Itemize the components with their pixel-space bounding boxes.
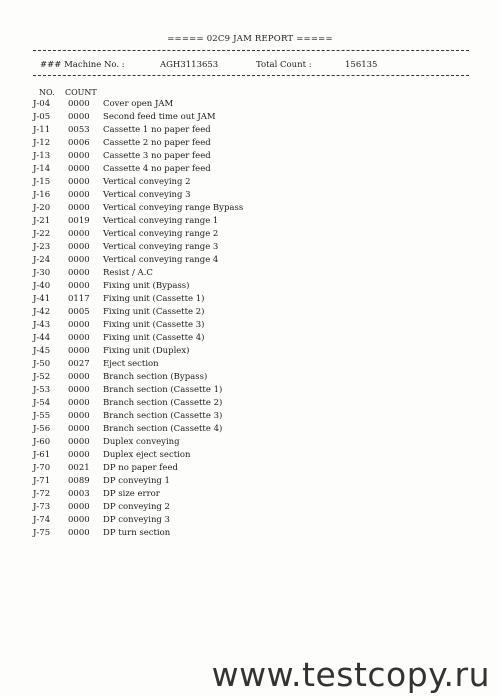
jam-count: 0005 <box>68 307 90 317</box>
table-row <box>33 293 453 306</box>
jam-description: Branch section (Bypass) <box>103 372 208 382</box>
table-row <box>33 202 453 215</box>
jam-code: J-05 <box>33 112 51 122</box>
jam-code: J-30 <box>33 268 51 278</box>
jam-description: Fixing unit (Cassette 1) <box>103 294 205 304</box>
jam-code: J-54 <box>33 398 51 408</box>
jam-code: J-23 <box>33 242 51 252</box>
table-row <box>33 241 453 254</box>
jam-count: 0000 <box>68 164 90 174</box>
jam-code: J-75 <box>33 528 51 538</box>
jam-description: DP turn section <box>103 528 171 538</box>
jam-description: Cassette 2 no paper feed <box>103 138 211 148</box>
jam-code: J-11 <box>33 125 51 135</box>
table-row <box>33 163 453 176</box>
jam-description: Fixing unit (Cassette 4) <box>103 333 205 343</box>
jam-description: DP conveying 1 <box>103 476 170 486</box>
jam-count: 0000 <box>68 190 90 200</box>
table-row <box>33 397 453 410</box>
jam-code: J-42 <box>33 307 51 317</box>
table-row <box>33 436 453 449</box>
jam-code: J-12 <box>33 138 51 148</box>
jam-description: Branch section (Cassette 1) <box>103 385 223 395</box>
jam-description: DP no paper feed <box>103 463 178 473</box>
jam-description: Vertical conveying range 2 <box>103 229 219 239</box>
jam-description: Branch section (Cassette 4) <box>103 424 223 434</box>
jam-code: J-45 <box>33 346 51 356</box>
jam-code: J-40 <box>33 281 51 291</box>
jam-description: Cassette 3 no paper feed <box>103 151 211 161</box>
table-row <box>33 371 453 384</box>
table-row <box>33 462 453 475</box>
jam-description: Cassette 1 no paper feed <box>103 125 211 135</box>
table-row <box>33 488 453 501</box>
jam-description: Vertical conveying range 4 <box>103 255 219 265</box>
jam-description: Vertical conveying range 3 <box>103 242 219 252</box>
jam-count: 0000 <box>68 229 90 239</box>
jam-description: Duplex conveying <box>103 437 180 447</box>
table-row <box>33 150 453 163</box>
jam-description: DP conveying 2 <box>103 502 170 512</box>
machine-no-label: ### Machine No. : <box>40 60 125 70</box>
table-row <box>33 306 453 319</box>
jam-description: Cover open JAM <box>103 99 174 109</box>
table-row <box>33 384 453 397</box>
jam-description: DP size error <box>103 489 160 499</box>
jam-description: Vertical conveying range Bypass <box>103 203 244 213</box>
jam-count: 0019 <box>68 216 90 226</box>
jam-description: Cassette 4 no paper feed <box>103 164 211 174</box>
jam-description: Fixing unit (Bypass) <box>103 281 190 291</box>
table-row <box>33 527 453 540</box>
jam-description: Fixing unit (Cassette 2) <box>103 307 205 317</box>
jam-description: Branch section (Cassette 2) <box>103 398 223 408</box>
jam-code: J-56 <box>33 424 51 434</box>
total-count-label: Total Count : <box>256 60 312 70</box>
jam-description: Second feed time out JAM <box>103 112 216 122</box>
table-row <box>33 423 453 436</box>
table-row <box>33 176 453 189</box>
jam-description: Vertical conveying 2 <box>103 177 191 187</box>
jam-code: J-73 <box>33 502 51 512</box>
jam-code: J-41 <box>33 294 51 304</box>
jam-count: 0006 <box>68 138 90 148</box>
jam-code: J-60 <box>33 437 51 447</box>
jam-count: 0117 <box>68 294 90 304</box>
jam-code: J-52 <box>33 372 51 382</box>
table-row <box>33 98 453 111</box>
jam-count: 0000 <box>68 424 90 434</box>
jam-count: 0003 <box>68 489 90 499</box>
jam-description: Vertical conveying range 1 <box>103 216 219 226</box>
table-row <box>33 137 453 150</box>
column-header-count: COUNT <box>65 88 97 97</box>
jam-count: 0000 <box>68 450 90 460</box>
table-row <box>33 514 453 527</box>
jam-count: 0000 <box>68 268 90 278</box>
jam-code: J-50 <box>33 359 51 369</box>
table-row <box>33 228 453 241</box>
watermark-text: www.testcopy.ru <box>211 655 490 694</box>
jam-count: 0000 <box>68 255 90 265</box>
jam-code: J-24 <box>33 255 51 265</box>
jam-count: 0000 <box>68 385 90 395</box>
jam-count: 0000 <box>68 333 90 343</box>
table-row <box>33 345 453 358</box>
table-row <box>33 189 453 202</box>
jam-description: Branch section (Cassette 3) <box>103 411 223 421</box>
table-row <box>33 410 453 423</box>
top-divider <box>33 50 469 51</box>
jam-code: J-55 <box>33 411 51 421</box>
table-row <box>33 215 453 228</box>
table-row <box>33 358 453 371</box>
jam-count: 0000 <box>68 437 90 447</box>
jam-count: 0021 <box>68 463 90 473</box>
machine-no-value: AGH3113653 <box>160 60 219 70</box>
jam-count: 0000 <box>68 242 90 252</box>
column-header-no: NO. <box>39 88 55 97</box>
jam-code: J-15 <box>33 177 51 187</box>
jam-description: DP conveying 3 <box>103 515 170 525</box>
jam-code: J-43 <box>33 320 51 330</box>
table-row <box>33 501 453 514</box>
jam-code: J-61 <box>33 450 51 460</box>
table-row <box>33 280 453 293</box>
table-row <box>33 254 453 267</box>
jam-code: J-72 <box>33 489 51 499</box>
table-row <box>33 111 453 124</box>
jam-count: 0000 <box>68 398 90 408</box>
jam-count: 0000 <box>68 502 90 512</box>
jam-code: J-53 <box>33 385 51 395</box>
jam-code: J-14 <box>33 164 51 174</box>
jam-code: J-20 <box>33 203 51 213</box>
jam-table <box>33 98 453 540</box>
jam-code: J-04 <box>33 99 51 109</box>
jam-count: 0000 <box>68 151 90 161</box>
jam-description: Eject section <box>103 359 159 369</box>
jam-count: 0000 <box>68 515 90 525</box>
jam-code: J-22 <box>33 229 51 239</box>
table-row <box>33 475 453 488</box>
jam-code: J-16 <box>33 190 51 200</box>
table-row <box>33 449 453 462</box>
jam-count: 0000 <box>68 99 90 109</box>
jam-description: Vertical conveying 3 <box>103 190 191 200</box>
report-title: ===== 02C9 JAM REPORT ===== <box>167 34 333 44</box>
jam-code: J-74 <box>33 515 51 525</box>
table-row <box>33 124 453 137</box>
jam-count: 0000 <box>68 411 90 421</box>
jam-description: Fixing unit (Duplex) <box>103 346 190 356</box>
jam-count: 0000 <box>68 320 90 330</box>
header-divider <box>33 75 469 76</box>
jam-description: Resist / A.C <box>103 268 153 278</box>
jam-code: J-71 <box>33 476 51 486</box>
table-row <box>33 319 453 332</box>
jam-code: J-21 <box>33 216 51 226</box>
jam-count: 0089 <box>68 476 90 486</box>
jam-code: J-13 <box>33 151 51 161</box>
jam-description: Duplex eject section <box>103 450 191 460</box>
jam-count: 0000 <box>68 281 90 291</box>
jam-count: 0000 <box>68 203 90 213</box>
jam-code: J-70 <box>33 463 51 473</box>
jam-count: 0027 <box>68 359 90 369</box>
jam-count: 0000 <box>68 112 90 122</box>
table-row <box>33 267 453 280</box>
jam-description: Fixing unit (Cassette 3) <box>103 320 205 330</box>
jam-count: 0000 <box>68 346 90 356</box>
jam-code: J-44 <box>33 333 51 343</box>
table-row <box>33 332 453 345</box>
jam-count: 0000 <box>68 372 90 382</box>
jam-count: 0000 <box>68 177 90 187</box>
jam-count: 0000 <box>68 528 90 538</box>
jam-count: 0053 <box>68 125 90 135</box>
total-count-value: 156135 <box>345 60 378 70</box>
